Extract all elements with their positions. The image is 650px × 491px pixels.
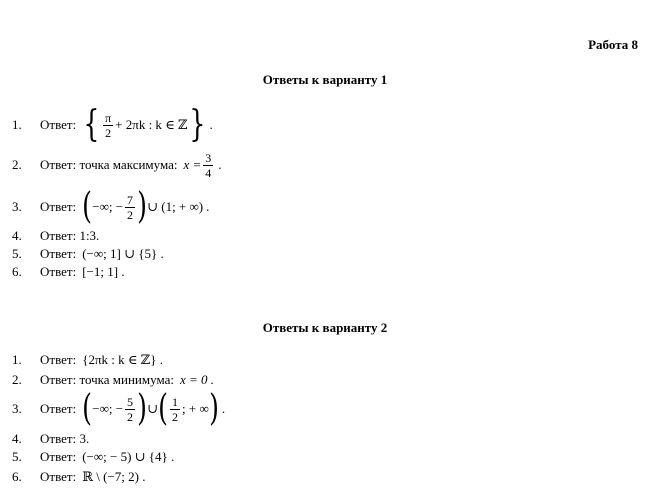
v2-answer-3 [12,388,226,429]
math-expression [82,186,210,227]
work-title: Работа 8 [588,37,638,52]
v2-answer-5 [12,447,174,467]
v1-answer-3 [12,186,210,227]
answer-label: Ответ: [40,401,77,416]
item-number: 6. [12,469,22,484]
item-number: 2. [12,372,22,387]
v1-answer-1 [12,104,213,145]
paren-close: ) [137,186,147,227]
math-expression [82,388,226,429]
answer-label: Ответ: [40,264,77,279]
denominator: 4 [205,165,212,180]
math-expression: [−1; 1] . [82,264,125,279]
expr-end: . [206,199,210,214]
math-expression: (−∞; 1] ∪ {5} . [82,246,164,261]
item-number: 4. [12,431,22,446]
answer-label: Ответ: точка максимума: [40,157,178,172]
item-number: 6. [12,264,22,279]
answer-label: Ответ: [40,449,77,464]
fraction [125,396,135,423]
paren-open: ( [82,388,93,429]
v2-answer-2 [12,370,214,390]
expr-rest: ∪ (1; + ∞) [147,199,204,214]
expr-end: . [221,401,226,416]
variant-1-title: Ответы к варианту 1 [262,72,388,87]
variant-2-title: Ответы к варианту 2 [262,320,388,335]
answer-label: Ответ: точка минимума: [40,372,174,387]
paren-open: ( [82,186,93,227]
answer-label: Ответ: [40,352,77,367]
expr-post: ; + ∞ [182,401,209,416]
math-expression: ℝ \ (−7; 2) . [82,469,146,484]
answer-label: Ответ: [40,199,77,214]
denominator: 2 [127,409,134,424]
item-number: 4. [12,228,22,243]
item-number: 1. [12,352,22,367]
denominator: 2 [127,207,134,222]
answer-label: Ответ: 3. [40,431,90,446]
v1-answer-6 [12,262,125,282]
numerator: 1 [172,394,179,409]
numerator: 7 [127,192,134,207]
item-number: 3. [12,401,22,416]
v1-answer-5 [12,244,164,264]
answer-label: Ответ: [40,469,77,484]
paren-close-2: ) [208,388,219,429]
brace-close: } [188,104,206,145]
v2-answer-4 [12,429,95,449]
answer-label: Ответ: [40,246,77,261]
numerator: π [105,110,112,125]
brace-open: { [83,104,100,145]
fraction [203,152,213,179]
expr-end: . [218,157,222,172]
fraction [103,112,113,139]
fraction [125,194,135,221]
v1-answer-4 [12,226,105,246]
paren-close: ) [137,388,147,429]
math-expression [82,104,213,145]
expr-pre: −∞; − [92,199,124,214]
expr-pre: −∞; − [92,401,124,416]
item-number: 3. [12,199,22,214]
expr-mid: + 2πk : k ∈ ℤ [115,117,188,132]
numerator: 3 [205,150,212,165]
math-expression: x = 0 . [179,372,215,387]
denominator: 2 [172,409,179,424]
expr-end: . [209,117,213,132]
item-number: 5. [12,246,22,261]
numerator: 5 [127,394,134,409]
answer-label: Ответ: 1:3. [40,228,100,243]
denominator: 2 [105,125,112,140]
math-expression: (−∞; − 5) ∪ {4} . [82,449,175,464]
expr-var: x = [183,157,202,172]
v2-answer-1 [12,350,163,370]
math-expression: {2πk : k ∈ ℤ} . [82,352,163,367]
v1-answer-2 [12,150,222,180]
fraction-2 [170,396,180,423]
paren-open-2: ( [158,388,168,429]
v2-answer-6 [12,467,145,487]
expr-cup: ∪ [147,401,158,416]
item-number: 2. [12,157,22,172]
item-number: 5. [12,449,22,464]
answer-label: Ответ: [40,117,77,132]
item-number: 1. [12,117,22,132]
math-expression [184,152,222,179]
